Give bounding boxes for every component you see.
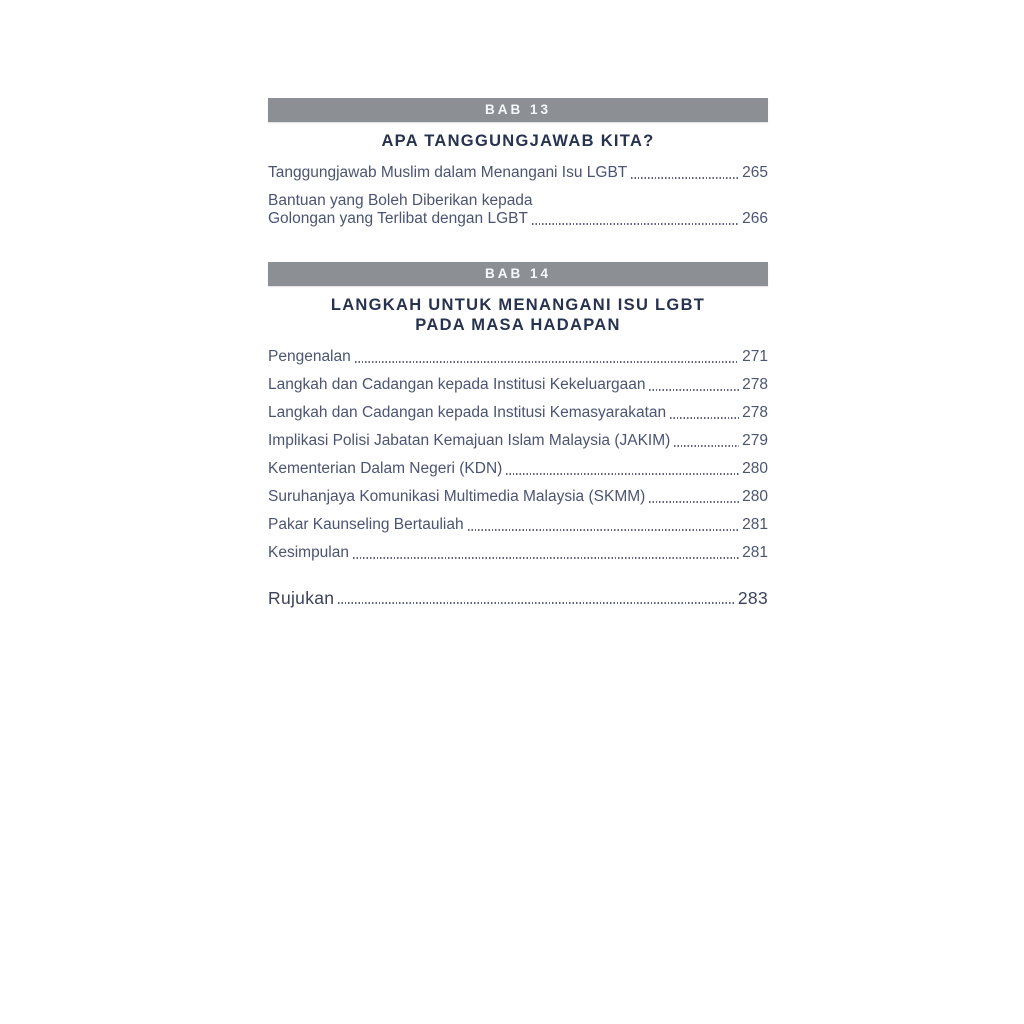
chapter-label: BAB 13 (484, 102, 551, 117)
toc-page-number: 278 (742, 404, 768, 421)
toc-entry-label: Bantuan yang Boleh Diberikan kepada (268, 192, 533, 209)
toc-page-number: 281 (742, 544, 768, 561)
dotted-leader (506, 473, 739, 475)
reference-entry (268, 588, 768, 608)
toc-entry-label: Kementerian Dalam Negeri (KDN) (268, 460, 503, 477)
dotted-leader (355, 361, 739, 363)
dotted-leader (338, 602, 735, 604)
dotted-leader (649, 389, 739, 391)
toc-page-number: 280 (742, 488, 768, 505)
toc-entry-label: Langkah dan Cadangan kepada Institusi Kekeluargaan (268, 376, 646, 393)
toc-section-bab-14 (268, 348, 768, 562)
toc-page-number: 266 (742, 210, 768, 227)
dotted-leader (353, 557, 739, 559)
toc-page-number: 279 (742, 432, 768, 449)
toc-section-bab-13 (268, 164, 768, 228)
chapter-title-line: LANGKAH UNTUK MENANGANI ISU LGBT (330, 296, 706, 314)
reference-page-number: 283 (737, 588, 768, 608)
chapter-label: BAB 14 (484, 266, 551, 281)
dotted-leader (468, 529, 740, 531)
table-of-contents (268, 98, 768, 608)
toc-page-number: 265 (742, 164, 768, 181)
toc-entry (268, 164, 768, 182)
dotted-leader (532, 223, 739, 225)
chapter-title-line: APA TANGGUNGJAWAB KITA? (381, 132, 655, 150)
toc-entry-label: Langkah dan Cadangan kepada Institusi Kemasyarakatan (268, 404, 667, 421)
toc-entry (268, 544, 768, 562)
dotted-leader (670, 417, 739, 419)
chapter-title-bab-14 (268, 295, 768, 335)
toc-entry (268, 192, 768, 228)
toc-entry (268, 432, 768, 450)
toc-entry-label: Kesimpulan (268, 544, 349, 561)
chapter-title-line: PADA MASA HADAPAN (415, 316, 621, 334)
dotted-leader (631, 177, 739, 179)
toc-entry-label: Suruhanjaya Komunikasi Multimedia Malaysia (SKMM) (268, 488, 646, 505)
reference-label: Rujukan (268, 588, 335, 608)
toc-entry (268, 376, 768, 394)
toc-entry-label: Golongan yang Terlibat dengan LGBT (268, 210, 528, 227)
toc-entry (268, 488, 768, 506)
toc-entry (268, 404, 768, 422)
toc-page-number: 280 (742, 460, 768, 477)
toc-entry-label: Tanggungjawab Muslim dalam Menangani Isu LGBT (268, 164, 628, 181)
dotted-leader (674, 445, 739, 447)
toc-page-number: 278 (742, 376, 768, 393)
toc-page-number: 281 (742, 516, 768, 533)
dotted-leader (649, 501, 739, 503)
toc-entry (268, 516, 768, 534)
toc-entry-label: Implikasi Polisi Jabatan Kemajuan Islam Malaysia (JAKIM) (268, 432, 671, 449)
chapter-title-bab-13 (268, 131, 768, 151)
toc-entry (268, 460, 768, 478)
section-bab-14 (268, 262, 768, 562)
chapter-bar-bab-13 (268, 98, 768, 122)
toc-page-number: 271 (742, 348, 768, 365)
toc-entry-label: Pengenalan (268, 348, 351, 365)
toc-entry (268, 348, 768, 366)
toc-entry-label: Pakar Kaunseling Bertauliah (268, 516, 464, 533)
chapter-bar-bab-14 (268, 262, 768, 286)
